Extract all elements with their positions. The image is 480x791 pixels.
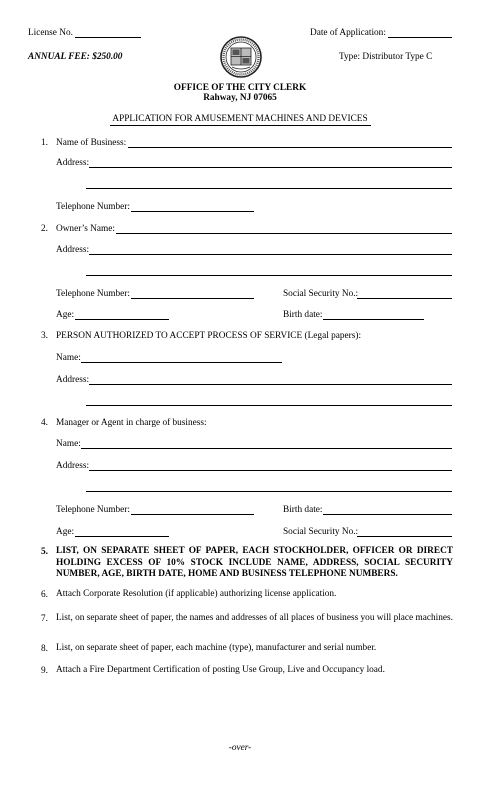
manager-name-label: Name: bbox=[56, 439, 81, 449]
manager-ssn-field[interactable] bbox=[357, 536, 452, 537]
business-name-field[interactable] bbox=[128, 147, 452, 148]
over-footer: -over- bbox=[228, 743, 252, 753]
manager-heading: Manager or Agent in charge of business: bbox=[56, 418, 207, 428]
owner-name-label: Owner’s Name: bbox=[56, 224, 115, 234]
process-agent-name-label: Name: bbox=[56, 353, 81, 363]
manager-name-field[interactable] bbox=[81, 448, 452, 449]
fire-certification-instruction: Attach a Fire Department Certification of posting Use Group, Live and Occupancy load. bbox=[56, 665, 385, 675]
owner-address-field[interactable] bbox=[89, 254, 452, 255]
date-of-application-label: Date of Application: bbox=[310, 28, 386, 38]
owner-birth-date-label: Birth date: bbox=[283, 310, 323, 320]
owner-age-field[interactable] bbox=[75, 319, 169, 320]
manager-address-field[interactable] bbox=[89, 470, 452, 471]
license-no-label: License No. bbox=[28, 28, 73, 38]
item-6-number: 6. bbox=[41, 590, 48, 600]
process-agent-name-field[interactable] bbox=[81, 362, 282, 363]
license-type: Type: Distributor Type C bbox=[339, 52, 433, 62]
process-agent-address-field-2[interactable] bbox=[86, 405, 452, 406]
manager-birth-date-field[interactable] bbox=[323, 514, 452, 515]
owner-age-label: Age: bbox=[56, 310, 75, 320]
manager-birth-date-label: Birth date: bbox=[283, 505, 323, 515]
machine-list-instruction: List, on separate sheet of paper, each machine (type), manufacturer and serial number. bbox=[56, 643, 377, 653]
business-places-instruction: List, on separate sheet of paper, the names and addresses of all places of business you will place machines. bbox=[56, 613, 453, 623]
owner-address-field-2[interactable] bbox=[86, 275, 452, 276]
business-address-field-2[interactable] bbox=[86, 188, 452, 189]
item-3-number: 3. bbox=[41, 331, 48, 341]
item-9-number: 9. bbox=[41, 666, 48, 676]
business-address-field[interactable] bbox=[89, 167, 452, 168]
manager-address-field-2[interactable] bbox=[86, 491, 452, 492]
office-title: OFFICE OF THE CITY CLERK bbox=[173, 83, 307, 93]
office-city: Rahway, NJ 07065 bbox=[203, 93, 277, 103]
city-seal-icon bbox=[220, 36, 262, 78]
manager-age-field[interactable] bbox=[75, 536, 169, 537]
annual-fee: ANNUAL FEE: $250.00 bbox=[28, 52, 123, 62]
item-1-number: 1. bbox=[41, 138, 48, 148]
item-2-number: 2. bbox=[41, 224, 48, 234]
item-5-number: 5. bbox=[41, 547, 48, 557]
business-telephone-field[interactable] bbox=[131, 211, 254, 212]
license-no-field[interactable] bbox=[75, 37, 141, 38]
manager-ssn-label: Social Security No.: bbox=[283, 527, 359, 537]
manager-telephone-label: Telephone Number: bbox=[56, 505, 130, 515]
business-name-label: Name of Business: bbox=[56, 138, 127, 148]
form-title: APPLICATION FOR AMUSEMENT MACHINES AND DEVICES bbox=[112, 114, 368, 124]
owner-telephone-label: Telephone Number: bbox=[56, 289, 130, 299]
item-7-number: 7. bbox=[41, 614, 48, 624]
form-title-underline bbox=[110, 125, 371, 126]
process-agent-heading: PERSON AUTHORIZED TO ACCEPT PROCESS OF SERVICE (Legal papers): bbox=[56, 331, 362, 341]
stockholder-instructions: LIST, ON SEPARATE SHEET OF PAPER, EACH STOCKHOLDER, OFFICER OR DIRECT HOLDING EXCESS OF 10% STOCK INCLUDE NAME, ADDRESS, SOCIAL SECURITY NUMBER, AGE, BIRTH DATE, HOME AND BUSINESS TELEPHONE NUMBERS. bbox=[56, 546, 453, 579]
owner-name-field[interactable] bbox=[116, 233, 452, 234]
owner-telephone-field[interactable] bbox=[131, 298, 254, 299]
owner-address-label: Address: bbox=[56, 245, 90, 255]
date-of-application-field[interactable] bbox=[388, 37, 452, 38]
process-agent-address-field[interactable] bbox=[89, 384, 452, 385]
corporate-resolution-instruction: Attach Corporate Resolution (if applicable) authorizing license application. bbox=[56, 589, 337, 599]
owner-birth-date-field[interactable] bbox=[323, 319, 424, 320]
business-telephone-label: Telephone Number: bbox=[56, 202, 130, 212]
business-address-label: Address: bbox=[56, 158, 90, 168]
process-agent-address-label: Address: bbox=[56, 375, 90, 385]
owner-ssn-label: Social Security No.: bbox=[283, 289, 359, 299]
manager-age-label: Age: bbox=[56, 527, 75, 537]
owner-ssn-field[interactable] bbox=[357, 298, 452, 299]
manager-telephone-field[interactable] bbox=[131, 514, 254, 515]
item-8-number: 8. bbox=[41, 644, 48, 654]
manager-address-label: Address: bbox=[56, 461, 90, 471]
item-4-number: 4. bbox=[41, 418, 48, 428]
